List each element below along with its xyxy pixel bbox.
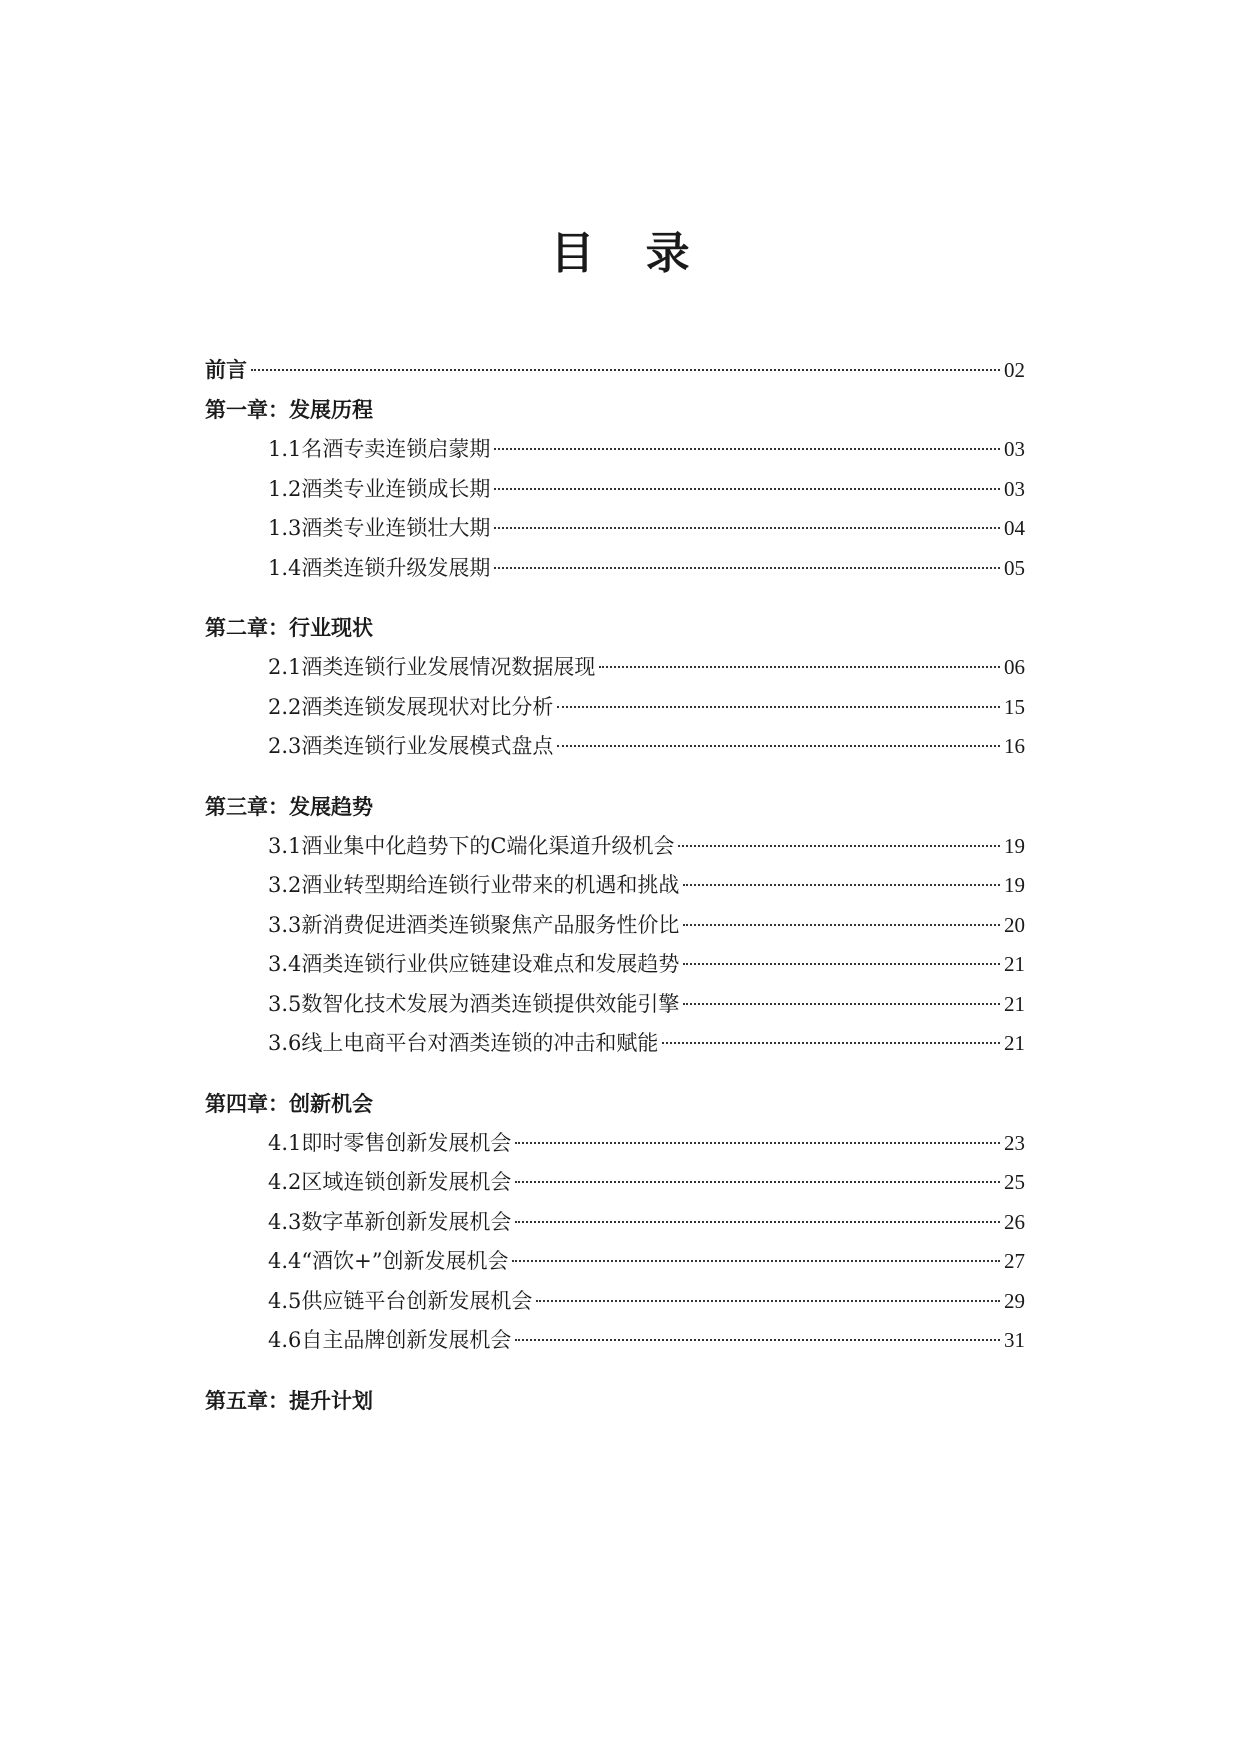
dot-leader <box>683 963 1000 965</box>
toc-entry-page: 23 <box>1004 1130 1025 1155</box>
toc-entry[interactable] <box>205 727 1025 767</box>
toc-entry[interactable] <box>205 827 1025 867</box>
dot-leader <box>494 527 1000 529</box>
toc-entry[interactable] <box>205 1321 1025 1361</box>
toc-entry-label: 4.4“酒饮+”创新发展机会 <box>268 1249 509 1273</box>
toc-entry-label: 4.5供应链平台创新发展机会 <box>268 1288 533 1313</box>
dot-leader <box>683 884 1000 886</box>
chapter-heading[interactable]: 第四章：创新机会 <box>205 1090 373 1116</box>
chapter-heading[interactable]: 第一章：发展历程 <box>205 397 373 422</box>
dot-leader <box>494 567 1000 569</box>
toc-preface-label: 前言 <box>205 357 247 382</box>
toc-entry-label: 1.4酒类连锁升级发展期 <box>268 555 491 580</box>
toc-entry-page: 21 <box>1004 952 1025 976</box>
toc-entry-label: 3.5数智化技术发展为酒类连锁提供效能引擎 <box>268 991 680 1016</box>
dot-leader <box>515 1181 1000 1183</box>
toc-entry-label: 3.4酒类连锁行业供应链建设难点和发展趋势 <box>268 952 680 976</box>
toc-entry-label: 1.2酒类专业连锁成长期 <box>268 476 491 501</box>
toc-entry[interactable] <box>205 648 1025 688</box>
table-of-contents <box>205 350 1025 1421</box>
toc-entry[interactable] <box>205 945 1025 985</box>
toc-entry[interactable] <box>205 866 1025 906</box>
toc-entry-label: 2.3酒类连锁行业发展模式盘点 <box>268 734 554 758</box>
toc-entry[interactable] <box>205 430 1025 470</box>
toc-entry[interactable] <box>205 509 1025 549</box>
toc-entry-label: 4.6自主品牌创新发展机会 <box>268 1328 512 1352</box>
toc-entry-page: 04 <box>1004 516 1025 540</box>
toc-entry[interactable] <box>205 1282 1025 1322</box>
toc-preface[interactable] <box>205 350 1025 390</box>
dot-leader <box>683 1003 1000 1005</box>
toc-entry-page: 21 <box>1004 1031 1025 1055</box>
toc-entry[interactable] <box>205 906 1025 946</box>
chapter-heading[interactable]: 第二章：行业现状 <box>205 615 373 640</box>
dot-leader <box>515 1221 1000 1223</box>
dot-leader <box>512 1260 1000 1262</box>
dot-leader <box>683 924 1000 926</box>
toc-entry[interactable] <box>205 985 1025 1025</box>
chapter-heading[interactable]: 第三章：发展趋势 <box>205 793 373 819</box>
page-title: 目 录 <box>550 228 708 279</box>
toc-entry[interactable] <box>205 1163 1025 1203</box>
dot-leader <box>557 745 1000 747</box>
toc-entry-label: 3.3新消费促进酒类连锁聚焦产品服务性价比 <box>268 912 680 937</box>
toc-entry-page: 25 <box>1004 1170 1025 1194</box>
dot-leader <box>557 706 1000 708</box>
toc-entry-label: 2.1酒类连锁行业发展情况数据展现 <box>268 655 596 679</box>
toc-entry-page: 29 <box>1004 1288 1025 1313</box>
dot-leader <box>662 1042 1000 1044</box>
dot-leader <box>251 369 1000 371</box>
toc-entry[interactable] <box>205 470 1025 510</box>
toc-entry-page: 19 <box>1004 873 1025 897</box>
toc-entry[interactable] <box>205 1124 1025 1164</box>
dot-leader <box>515 1339 1000 1341</box>
dot-leader <box>494 488 1000 490</box>
toc-entry-label: 3.1酒业集中化趋势下的C端化渠道升级机会 <box>268 833 675 858</box>
toc-entry-page: 27 <box>1004 1249 1025 1273</box>
toc-entry-page: 19 <box>1004 833 1025 858</box>
toc-entry-page: 03 <box>1004 437 1025 461</box>
toc-entry-label: 4.1即时零售创新发展机会 <box>268 1130 512 1155</box>
toc-entry-page: 21 <box>1004 991 1025 1016</box>
toc-entry-label: 1.3酒类专业连锁壮大期 <box>268 516 491 540</box>
dot-leader <box>494 448 1000 450</box>
toc-entry-label: 3.6线上电商平台对酒类连锁的冲击和赋能 <box>268 1031 659 1055</box>
chapter-heading[interactable]: 第五章：提升计划 <box>205 1387 373 1413</box>
dot-leader <box>515 1142 1000 1144</box>
dot-leader <box>536 1300 1000 1302</box>
toc-entry-page: 31 <box>1004 1328 1025 1352</box>
toc-entry[interactable] <box>205 1242 1025 1282</box>
toc-entry-label: 3.2酒业转型期给连锁行业带来的机遇和挑战 <box>268 873 680 897</box>
toc-entry[interactable] <box>205 549 1025 589</box>
toc-entry-page: 03 <box>1004 476 1025 501</box>
toc-entry-page: 16 <box>1004 734 1025 758</box>
toc-entry-page: 15 <box>1004 694 1025 719</box>
toc-entry-page: 06 <box>1004 655 1025 679</box>
toc-entry-page: 20 <box>1004 912 1025 937</box>
toc-entry[interactable] <box>205 688 1025 728</box>
dot-leader <box>599 666 1000 668</box>
toc-entry-label: 4.2区域连锁创新发展机会 <box>268 1170 512 1194</box>
toc-preface-page: 02 <box>1004 358 1025 382</box>
dot-leader <box>678 845 1000 847</box>
toc-entry[interactable] <box>205 1024 1025 1064</box>
toc-entry-label: 2.2酒类连锁发展现状对比分析 <box>268 694 554 719</box>
toc-entry-page: 05 <box>1004 555 1025 580</box>
toc-entry-page: 26 <box>1004 1209 1025 1234</box>
toc-entry-label: 1.1名酒专卖连锁启蒙期 <box>268 437 491 461</box>
toc-entry[interactable] <box>205 1203 1025 1243</box>
toc-entry-label: 4.3数字革新创新发展机会 <box>268 1209 512 1234</box>
